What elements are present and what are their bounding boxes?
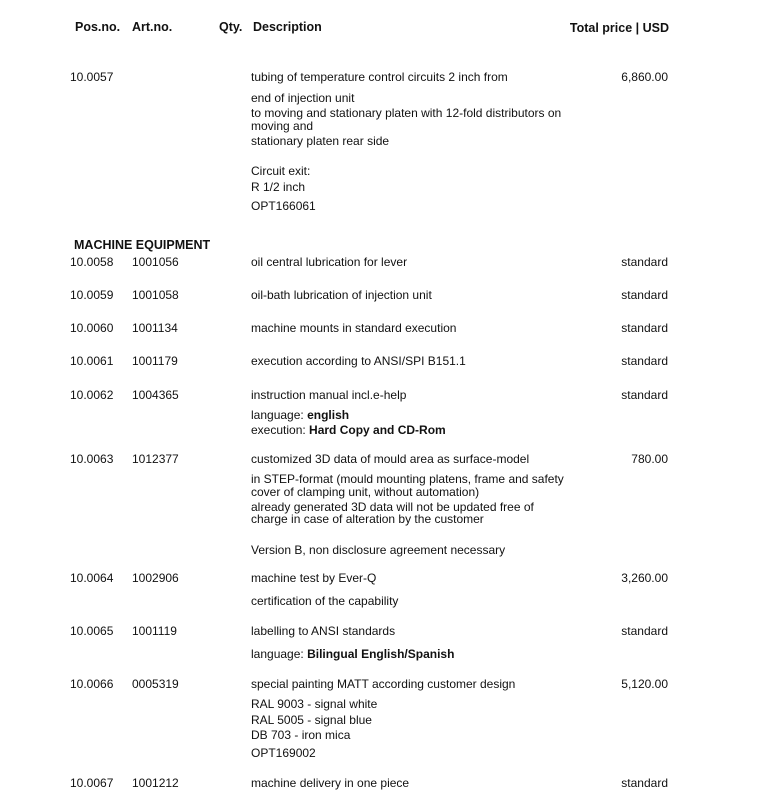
article-number: 1001134: [132, 321, 178, 335]
pos-number: 10.0059: [70, 288, 114, 302]
item-detail-line: certification of the capability: [251, 594, 399, 608]
article-number: 1001058: [132, 288, 179, 302]
item-detail-line: stationary platen rear side: [251, 134, 390, 148]
header-pos-no: Pos.no.: [75, 20, 121, 34]
item-detail-line: DB 703 - iron mica: [251, 728, 351, 742]
article-number: 1001179: [132, 354, 178, 368]
language-value: english: [307, 408, 350, 422]
item-description: machine mounts in standard execution: [251, 321, 457, 335]
pos-number: 10.0061: [70, 354, 114, 368]
item-price: standard: [621, 388, 668, 402]
item-description: oil-bath lubrication of injection unit: [251, 288, 432, 302]
language-label: language:: [251, 647, 304, 661]
item-price: standard: [621, 776, 668, 790]
item-description: special painting MATT according customer design: [251, 677, 516, 691]
article-number: 1002906: [132, 571, 179, 585]
item-detail-line: end of injection unit: [251, 91, 355, 105]
pos-number: 10.0064: [70, 571, 114, 585]
item-price: standard: [621, 255, 668, 269]
item-detail-line: to moving and stationary platen with 12-fold distributors on: [251, 106, 562, 120]
item-detail-line: in STEP-format (mould mounting platens, frame and safety: [251, 472, 564, 486]
header-description: Description: [253, 20, 322, 34]
item-detail-line: OPT166061: [251, 199, 316, 213]
item-description: execution according to ANSI/SPI B151.1: [251, 354, 466, 368]
item-price: 3,260.00: [621, 571, 668, 585]
item-detail-line: R 1/2 inch: [251, 180, 306, 194]
section-title: MACHINE EQUIPMENT: [74, 238, 211, 252]
language-label: language:: [251, 408, 304, 422]
item-detail-line: Version B, non disclosure agreement necessary: [251, 543, 506, 557]
item-detail-line: charge in case of alteration by the customer: [251, 512, 484, 526]
article-number: 1001119: [132, 624, 177, 638]
item-detail-line: Circuit exit:: [251, 164, 311, 178]
item-detail-line: cover of clamping unit, without automation): [251, 485, 480, 499]
item-detail-line: moving and: [251, 119, 314, 133]
header-total-price: Total price | USD: [569, 21, 669, 35]
header-qty: Qty.: [219, 20, 243, 34]
article-number: 0005319: [132, 677, 179, 691]
pos-number: 10.0058: [70, 255, 114, 269]
item-price: standard: [621, 321, 668, 335]
item-price: 780.00: [631, 452, 668, 466]
execution-label: execution:: [251, 423, 306, 437]
item-description: tubing of temperature control circuits 2 inch from: [251, 70, 508, 84]
item-description: machine test by Ever-Q: [251, 571, 377, 585]
item-price: 5,120.00: [621, 677, 668, 691]
item-detail-line: OPT169002: [251, 746, 316, 760]
item-description: oil central lubrication for lever: [251, 255, 408, 269]
execution-line: [251, 423, 446, 437]
pos-number: 10.0066: [70, 677, 114, 691]
pos-number: 10.0060: [70, 321, 114, 335]
item-description: instruction manual incl.e-help: [251, 388, 407, 402]
item-detail-line: RAL 9003 - signal white: [251, 697, 378, 711]
language-line: [251, 647, 454, 661]
execution-value: Hard Copy and CD-Rom: [309, 423, 446, 437]
article-number: 1012377: [132, 452, 179, 466]
article-number: 1004365: [132, 388, 179, 402]
pos-number: 10.0062: [70, 388, 114, 402]
item-detail-line: RAL 5005 - signal blue: [251, 713, 372, 727]
pos-number: 10.0065: [70, 624, 114, 638]
item-detail-line: already generated 3D data will not be updated free of: [251, 500, 534, 514]
pos-number: 10.0057: [70, 70, 114, 84]
item-price: standard: [621, 288, 668, 302]
article-number: 1001212: [132, 776, 179, 790]
item-description: labelling to ANSI standards: [251, 624, 396, 638]
language-value: Bilingual English/Spanish: [307, 647, 455, 661]
item-description: customized 3D data of mould area as surface-model: [251, 452, 530, 466]
item-price: 6,860.00: [621, 70, 668, 84]
item-price: standard: [621, 624, 668, 638]
item-description: machine delivery in one piece: [251, 776, 410, 790]
pos-number: 10.0067: [70, 776, 114, 790]
item-price: standard: [621, 354, 668, 368]
article-number: 1001056: [132, 255, 179, 269]
header-art-no: Art.no.: [132, 20, 173, 34]
language-line: [251, 408, 349, 422]
pos-number: 10.0063: [70, 452, 114, 466]
